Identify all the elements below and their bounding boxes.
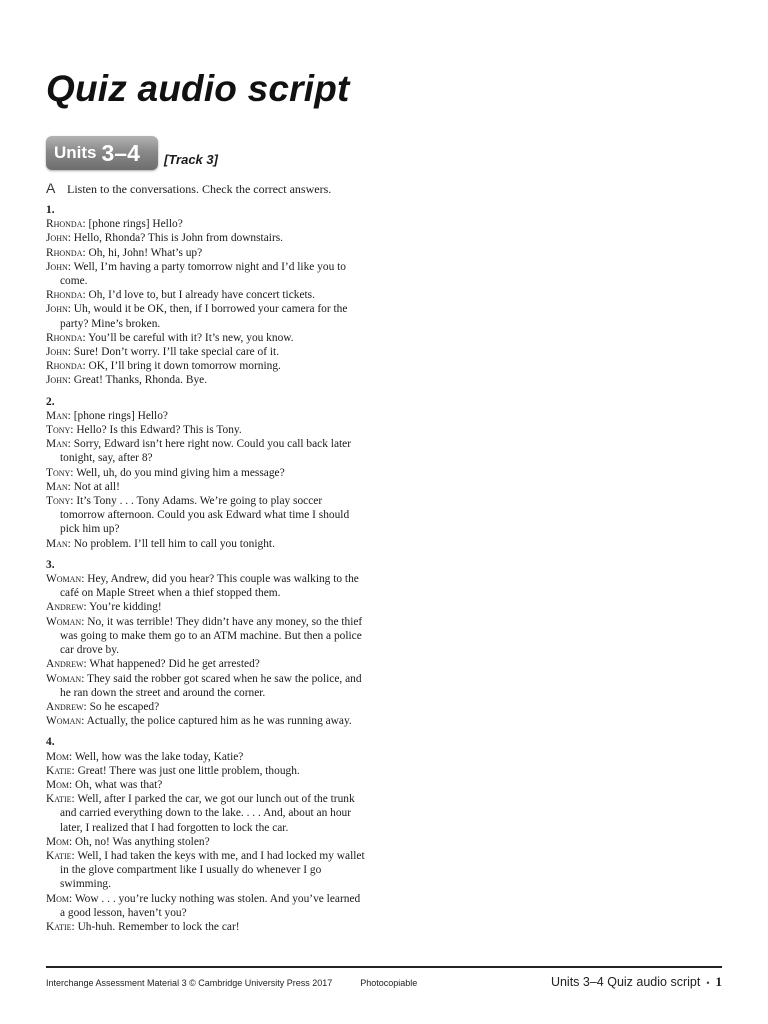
- dialogue-line: [46, 835, 366, 849]
- speaker-name: John:: [46, 260, 71, 273]
- dialogue-line: [46, 572, 366, 600]
- speaker-name: Woman:: [46, 672, 85, 685]
- dialogue-line: [46, 600, 366, 614]
- dialogue-line: [46, 750, 366, 764]
- dialogue-line: [46, 849, 366, 892]
- dialogue-text: Oh, hi, John! What’s up?: [85, 246, 203, 259]
- speaker-name: Woman:: [46, 615, 85, 628]
- dialogue-line: [46, 615, 366, 658]
- speaker-name: Andrew:: [46, 658, 87, 671]
- dialogue-text: Hello, Rhonda? This is John from downstairs.: [70, 232, 284, 245]
- speaker-name: Woman:: [46, 573, 85, 586]
- dialogue-text: Uh, would it be OK, then, if I borrowed your camera for the party? Mine’s broken.: [60, 303, 348, 330]
- dialogue-line: [46, 288, 366, 302]
- dialogue-text: Well, I had taken the keys with me, and I had locked my wallet in the glove compartment like I usually do whenever I go swimming.: [60, 849, 365, 891]
- dialogue-line: [46, 480, 366, 494]
- dialogue-text: Well, I’m having a party tomorrow night and I’d like you to come.: [60, 260, 346, 288]
- conversation-number: 1.: [46, 204, 55, 216]
- speaker-name: Katie:: [46, 764, 75, 777]
- dialogue-text: Uh-huh. Remember to lock the car!: [74, 920, 240, 933]
- dialogue-line: [46, 359, 366, 373]
- audio-script: [46, 203, 366, 934]
- footer-photocopiable: Photocopiable: [360, 978, 418, 988]
- dialogue-text: What happened? Did he get arrested?: [86, 658, 260, 671]
- dialogue-text: Sure! Don’t worry. I’ll take special care of it.: [70, 346, 280, 359]
- instruction-text: Listen to the conversations. Check the correct answers.: [67, 182, 332, 196]
- section-letter: A: [46, 180, 56, 196]
- dialogue-text: So he escaped?: [86, 700, 160, 713]
- dialogue-text: Oh, what was that?: [72, 778, 163, 791]
- dialogue-line: [46, 437, 366, 465]
- units-badge-word: Units: [54, 143, 97, 162]
- dialogue-text: Wow . . . you’re lucky nothing was stolen. And you’ve learned a good lesson, haven’t you?: [60, 892, 361, 919]
- speaker-name: Mom:: [46, 892, 73, 905]
- speaker-name: John:: [46, 232, 71, 245]
- dialogue-text: [phone rings] Hello?: [70, 409, 168, 422]
- dialogue-line: [46, 246, 366, 260]
- dialogue-text: Well, uh, do you mind giving him a message?: [73, 466, 285, 479]
- speaker-name: Woman:: [46, 715, 85, 728]
- footer-bullet: •: [706, 978, 710, 988]
- speaker-name: Tony:: [46, 466, 74, 479]
- dialogue-text: You’ll be careful with it? It’s new, you know.: [85, 331, 294, 344]
- dialogue-line: [46, 778, 366, 792]
- speaker-name: Tony:: [46, 495, 74, 508]
- speaker-name: Katie:: [46, 920, 75, 933]
- dialogue-text: Not at all!: [70, 480, 120, 493]
- dialogue-line: [46, 764, 366, 778]
- dialogue-line: [46, 302, 366, 330]
- dialogue-text: Hello? Is this Edward? This is Tony.: [73, 424, 242, 437]
- speaker-name: Katie:: [46, 849, 75, 862]
- footer-copyright: Interchange Assessment Material 3 © Cambridge University Press 2017: [46, 978, 333, 988]
- dialogue-line: [46, 920, 366, 934]
- dialogue-line: [46, 537, 366, 551]
- dialogue-text: It’s Tony . . . Tony Adams. We’re going to play soccer tomorrow afternoon. Could you ask Edward what time I should pick him up?: [60, 495, 350, 536]
- speaker-name: Mom:: [46, 778, 73, 791]
- dialogue-line: [46, 494, 366, 537]
- dialogue-line: [46, 892, 366, 920]
- dialogue-text: Hey, Andrew, did you hear? This couple was walking to the café on Maple Street when a thief stopped them.: [60, 573, 359, 600]
- dialogue-line: [46, 331, 366, 345]
- speaker-name: Man:: [46, 537, 71, 550]
- dialogue-text: Well, how was the lake today, Katie?: [72, 750, 244, 763]
- speaker-name: Rhonda:: [46, 289, 86, 302]
- speaker-name: Katie:: [46, 793, 75, 806]
- units-badge: [46, 136, 158, 170]
- dialogue-line: [46, 260, 366, 288]
- page-title: Quiz audio script: [46, 68, 350, 109]
- units-badge-range: 3–4: [101, 139, 140, 166]
- dialogue-text: Great! Thanks, Rhonda. Bye.: [70, 374, 208, 387]
- dialogue-text: No problem. I’ll tell him to call you tonight.: [70, 537, 275, 550]
- dialogue-line: [46, 466, 366, 480]
- dialogue-text: Oh, no! Was anything stolen?: [72, 835, 210, 848]
- speaker-name: Tony:: [46, 424, 74, 437]
- dialogue-line: [46, 672, 366, 700]
- dialogue-line: [46, 423, 366, 437]
- dialogue-line: [46, 217, 366, 231]
- speaker-name: Rhonda:: [46, 331, 86, 344]
- speaker-name: Andrew:: [46, 700, 87, 713]
- dialogue-line: [46, 345, 366, 359]
- speaker-name: Man:: [46, 409, 71, 422]
- footer-divider: [46, 966, 722, 968]
- dialogue-text: Sorry, Edward isn’t here right now. Could you call back later tonight, say, after 8?: [60, 438, 352, 465]
- page-footer: [46, 974, 722, 990]
- speaker-name: John:: [46, 346, 71, 359]
- track-label: [Track 3]: [164, 152, 218, 167]
- speaker-name: Mom:: [46, 835, 73, 848]
- footer-right: [551, 974, 722, 990]
- dialogue-line: [46, 700, 366, 714]
- dialogue-line: [46, 657, 366, 671]
- section-a-instruction: [46, 180, 331, 197]
- speaker-name: Andrew:: [46, 601, 87, 614]
- dialogue-text: Well, after I parked the car, we got our lunch out of the trunk and carried everything down to the lake. . . . And, about an hour later, I realized that I had forgotten to lock the car.: [60, 793, 355, 834]
- dialogue-line: [46, 231, 366, 245]
- speaker-name: Man:: [46, 438, 71, 451]
- dialogue-text: They said the robber got scared when he saw the police, and he ran down the street and around the corner.: [60, 672, 362, 699]
- speaker-name: Rhonda:: [46, 360, 86, 373]
- dialogue-text: [phone rings] Hello?: [85, 218, 183, 231]
- footer-section-title: Units 3–4 Quiz audio script: [550, 975, 701, 989]
- speaker-name: Rhonda:: [46, 246, 86, 259]
- dialogue-line: [46, 714, 366, 728]
- speaker-name: John:: [46, 303, 71, 316]
- dialogue-text: Oh, I’d love to, but I already have concert tickets.: [85, 289, 315, 302]
- speaker-name: Mom:: [46, 750, 73, 763]
- speaker-name: Rhonda:: [46, 218, 86, 231]
- conversation-number: 2.: [46, 395, 55, 408]
- dialogue-text: Actually, the police captured him as he was running away.: [84, 715, 352, 728]
- speaker-name: John:: [46, 374, 71, 387]
- dialogue-text: You’re kidding!: [86, 601, 162, 614]
- conversation-number: 3.: [46, 558, 55, 571]
- dialogue-line: [46, 373, 366, 387]
- dialogue-text: Great! There was just one little problem, though.: [74, 764, 300, 777]
- page-number: 1: [715, 974, 722, 989]
- speaker-name: Man:: [46, 480, 71, 493]
- conversation-number: 4.: [46, 736, 55, 749]
- dialogue-line: [46, 792, 366, 835]
- dialogue-line: [46, 409, 366, 423]
- dialogue-text: No, it was terrible! They didn’t have any money, so the thief was going to make them go to an ATM machine. But then a police car drove by.: [60, 615, 363, 657]
- dialogue-text: OK, I’ll bring it down tomorrow morning.: [85, 360, 281, 373]
